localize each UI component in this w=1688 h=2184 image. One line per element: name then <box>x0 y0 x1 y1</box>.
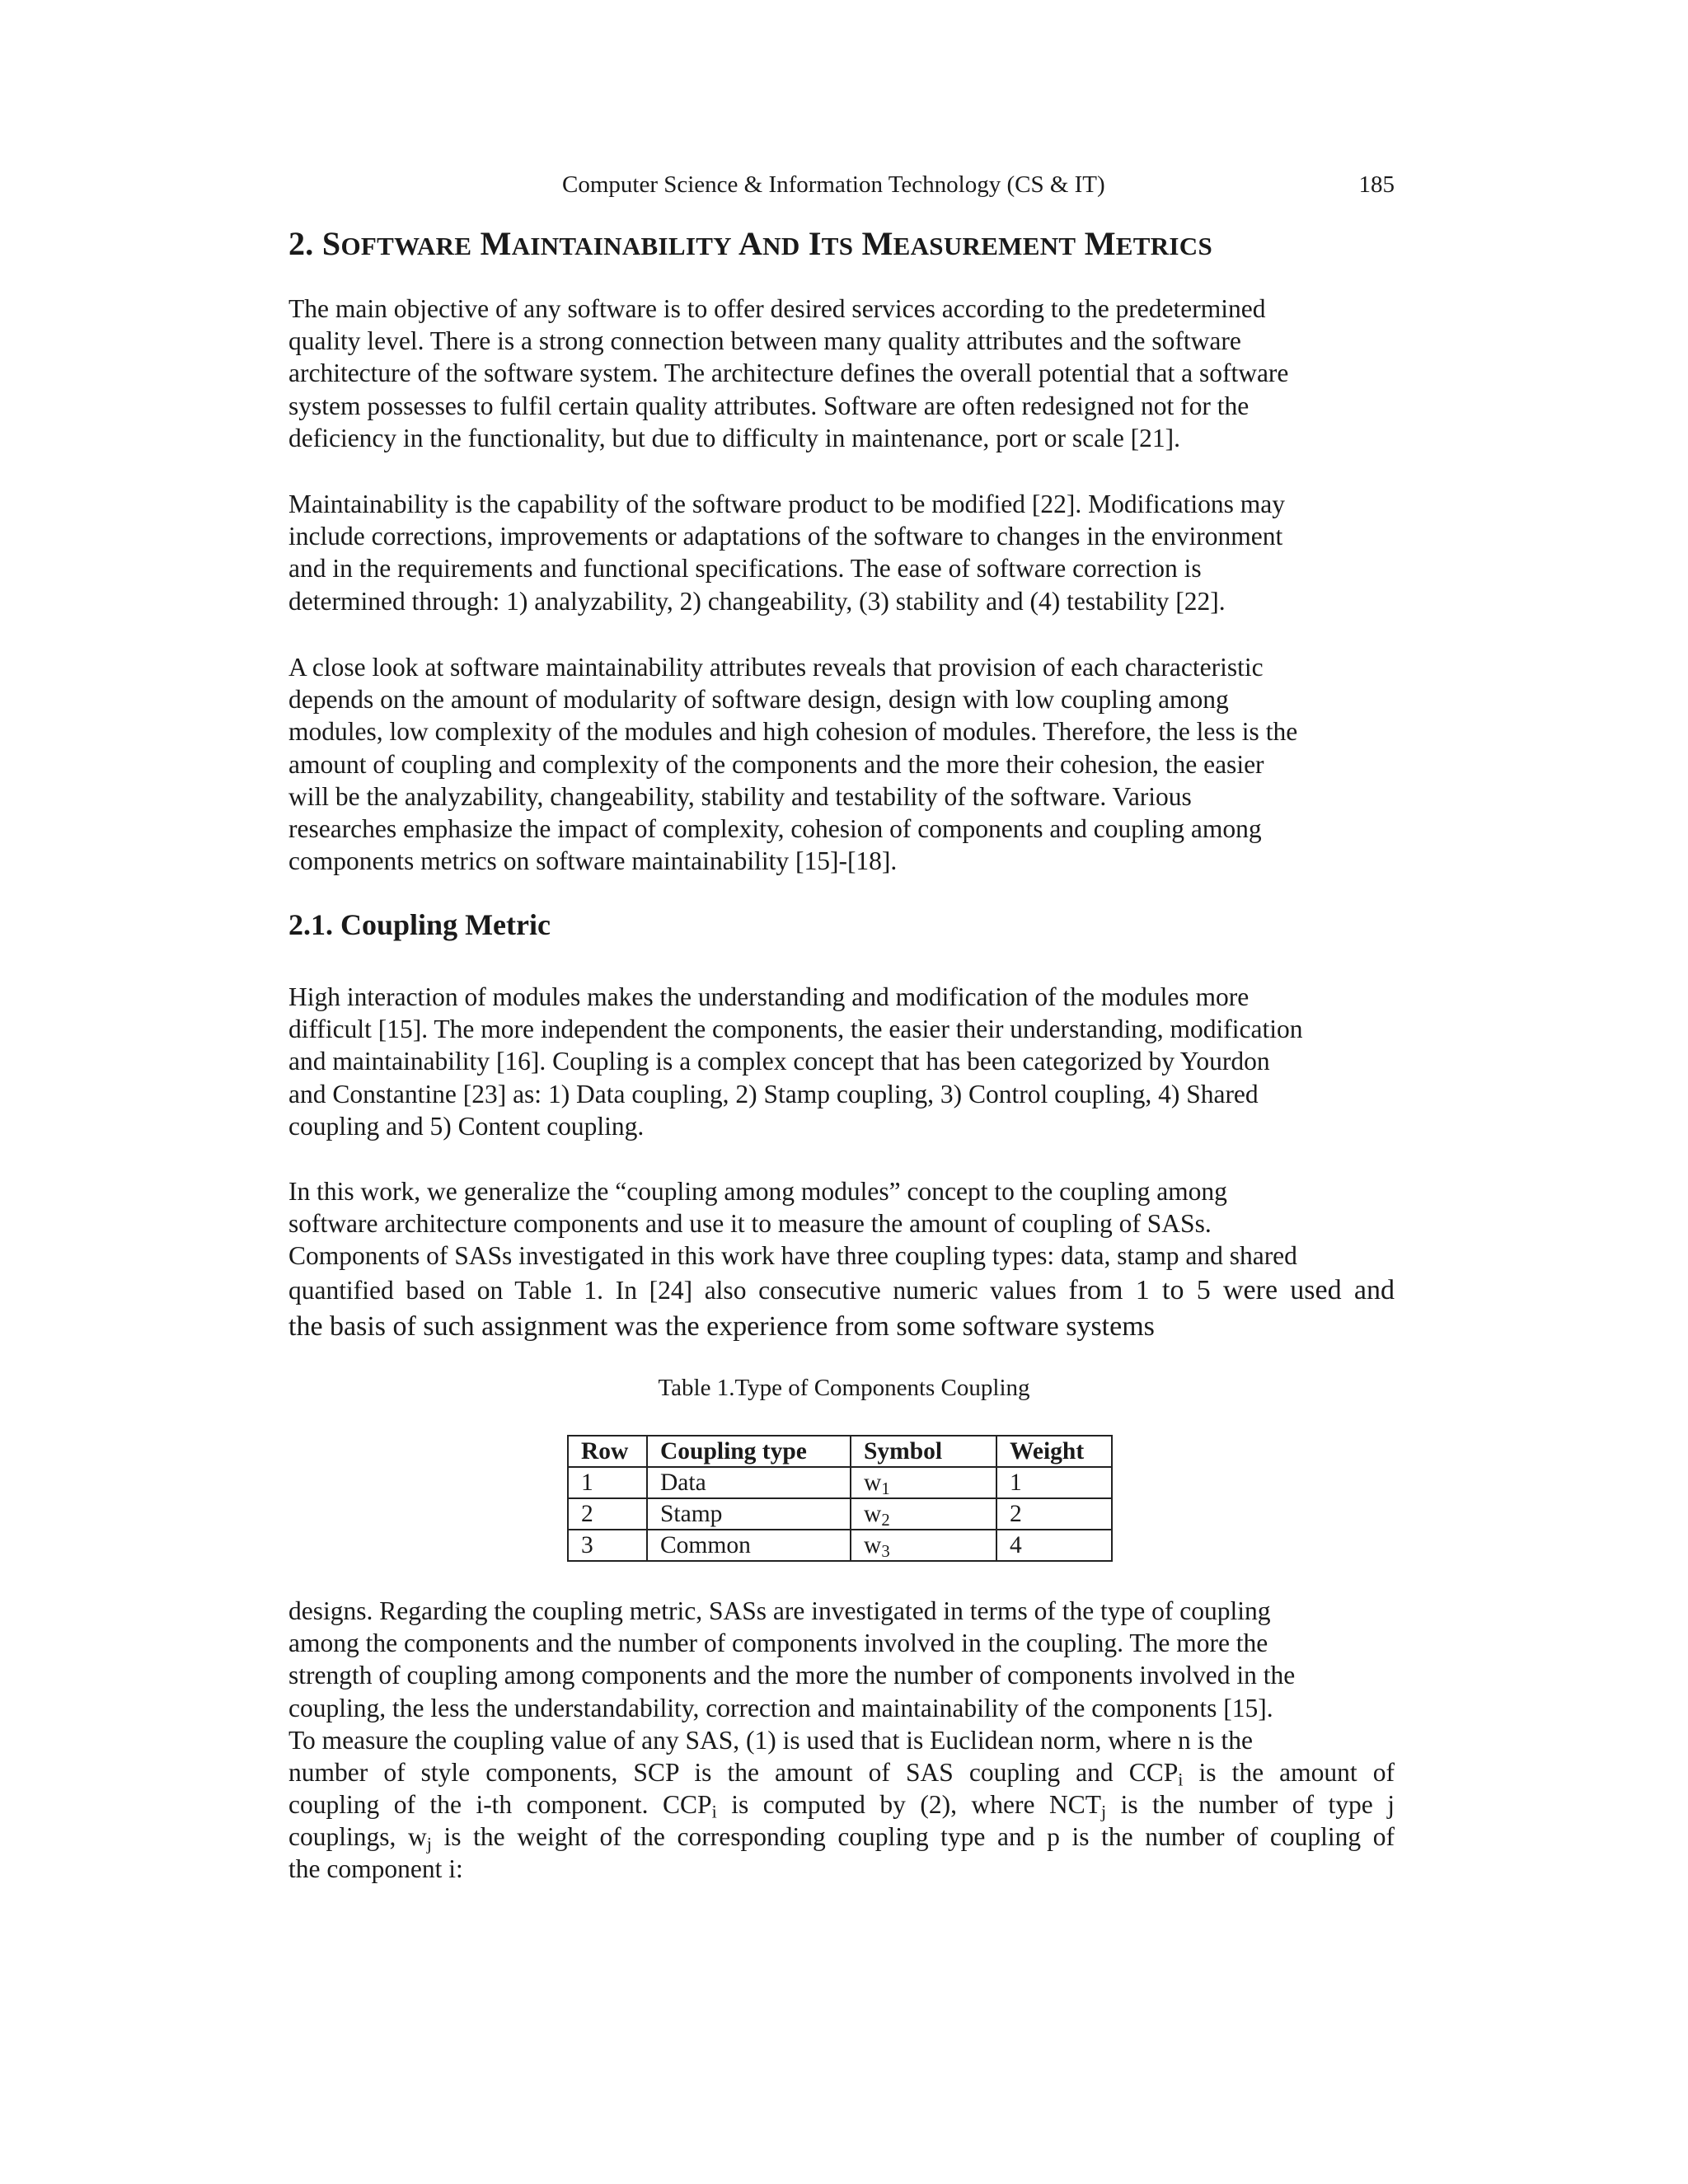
column-header: Row <box>568 1436 647 1467</box>
coupling-types-table <box>567 1435 1113 1562</box>
paragraph-coupling-metric-line-6: number of style components, SCP is the amount of SAS coupling and $CCP_i$ is the amount of <box>288 1758 1395 1790</box>
paragraph-coupling-metric-lines-1-5: designs. Regarding the coupling metric, SASs are investigated in terms of the type of coupling among the components and the number of components involved in the coupling. The more the strength of coupling among components and the more the number of components involved in the coupling, the less the understandability, correction and maintainability of the components [15]. To measure the coupling value of any SAS, (1) is used that is Euclidean norm, where n is the <box>288 1596 1296 1755</box>
table-cell: 3 <box>568 1530 647 1561</box>
table-cell: $w_3$ <box>851 1530 996 1561</box>
column-header: Symbol <box>851 1436 996 1467</box>
table-cell: 1 <box>996 1467 1112 1498</box>
running-title: Computer Science & Information Technology (CS & IT) <box>562 171 1105 198</box>
table-row <box>568 1467 1112 1498</box>
paragraph-coupling-metric-line-7: coupling of the i-th component. $CCP_i$ is computed by (2), where $NCT_j$ is the number of type j <box>288 1790 1395 1822</box>
paragraph-maintainability-definition: Maintainability is the capability of the software product to be modified [22]. Modifications may include corrections, improvements or adaptations of the software to changes in the environment and in the requirements and functional specifications. The ease of software correction is determined through: 1) analyzability, 2) changeability, (3) stability and (4) testability [22]. <box>288 490 1285 616</box>
paragraph-coupling-metric-line-8: couplings, $w_j$ is the weight of the corresponding coupling type and p is the number of coupling of <box>288 1822 1395 1854</box>
section-number: 2. <box>288 225 314 262</box>
paragraph-quality-objective: The main objective of any software is to offer desired services according to the predetermined quality level. There is a strong connection between many quality attributes and the software architecture of the software system. The architecture defines the overall potential that a software system possesses to fulfil certain quality attributes. Software are often redesigned not for the deficiency in the functionality, but due to difficulty in maintenance, port or scale [21]. <box>288 294 1289 452</box>
paragraph-coupling-line-5: the basis of such assignment was the experience from some software systems <box>288 1311 1155 1342</box>
table-caption: Table 1.Type of Components Coupling <box>658 1375 1030 1401</box>
table-cell: Common <box>647 1530 851 1561</box>
table-cell: Data <box>647 1467 851 1498</box>
table-cell: $w_1$ <box>851 1467 996 1498</box>
table-row <box>568 1498 1112 1530</box>
paragraph-maintainability-attributes: A close look at software maintainability attributes reveals that provision of each characteristic depends on the amount of modularity of software design, design with low coupling among modules, low complexity of the modules and high cohesion of modules. Therefore, the less is the amount of coupling and complexity of the components and the more their cohesion, the easier will be the analyzability, changeability, stability and testability of the software. Various researches emphasize the impact of complexity, cohesion of components and coupling among components metrics on software maintainability [15]-[18]. <box>288 653 1298 876</box>
paragraph-module-interaction: High interaction of modules makes the understanding and modification of the modules more difficult [15]. The more independent the components, the easier their understanding, modification and maintainability [16]. Coupling is a complex concept that has been categorized by Yourdon and Constantine [23] as: 1) Data coupling, 2) Stamp coupling, 3) Control coupling, 4) Shared coupling and 5) Content coupling. <box>288 982 1303 1141</box>
table-cell: Stamp <box>647 1498 851 1530</box>
paragraph-coupling-metric-line-9: the component i: <box>288 1854 463 1883</box>
table-header-row <box>568 1436 1112 1467</box>
page-number: 185 <box>1358 171 1395 198</box>
column-header: Weight <box>996 1436 1112 1467</box>
table-cell: 2 <box>996 1498 1112 1530</box>
table-cell: 2 <box>568 1498 647 1530</box>
table-cell: $w_2$ <box>851 1498 996 1530</box>
section-heading: 2. SOFTWARE MAINTAINABILITY AND ITS MEASUREMENT METRICS <box>288 225 1212 262</box>
running-header <box>288 171 1395 208</box>
subsection-heading: 2.1. Coupling Metric <box>288 908 551 941</box>
table-cell: 4 <box>996 1530 1112 1561</box>
column-header: Coupling type <box>647 1436 851 1467</box>
table-row <box>568 1530 1112 1561</box>
table-cell: 1 <box>568 1467 647 1498</box>
paragraph-coupling-line-4: quantified based on Table 1. In [24] also consecutive numeric values from 1 to 5 were used and <box>288 1275 1395 1305</box>
paragraph-coupling-generalization: In this work, we generalize the “coupling among modules” concept to the coupling among software architecture components and use it to measure the amount of coupling of SASs. Components of SASs investigated in this work have three coupling types: data, stamp and shared <box>288 1177 1297 1271</box>
